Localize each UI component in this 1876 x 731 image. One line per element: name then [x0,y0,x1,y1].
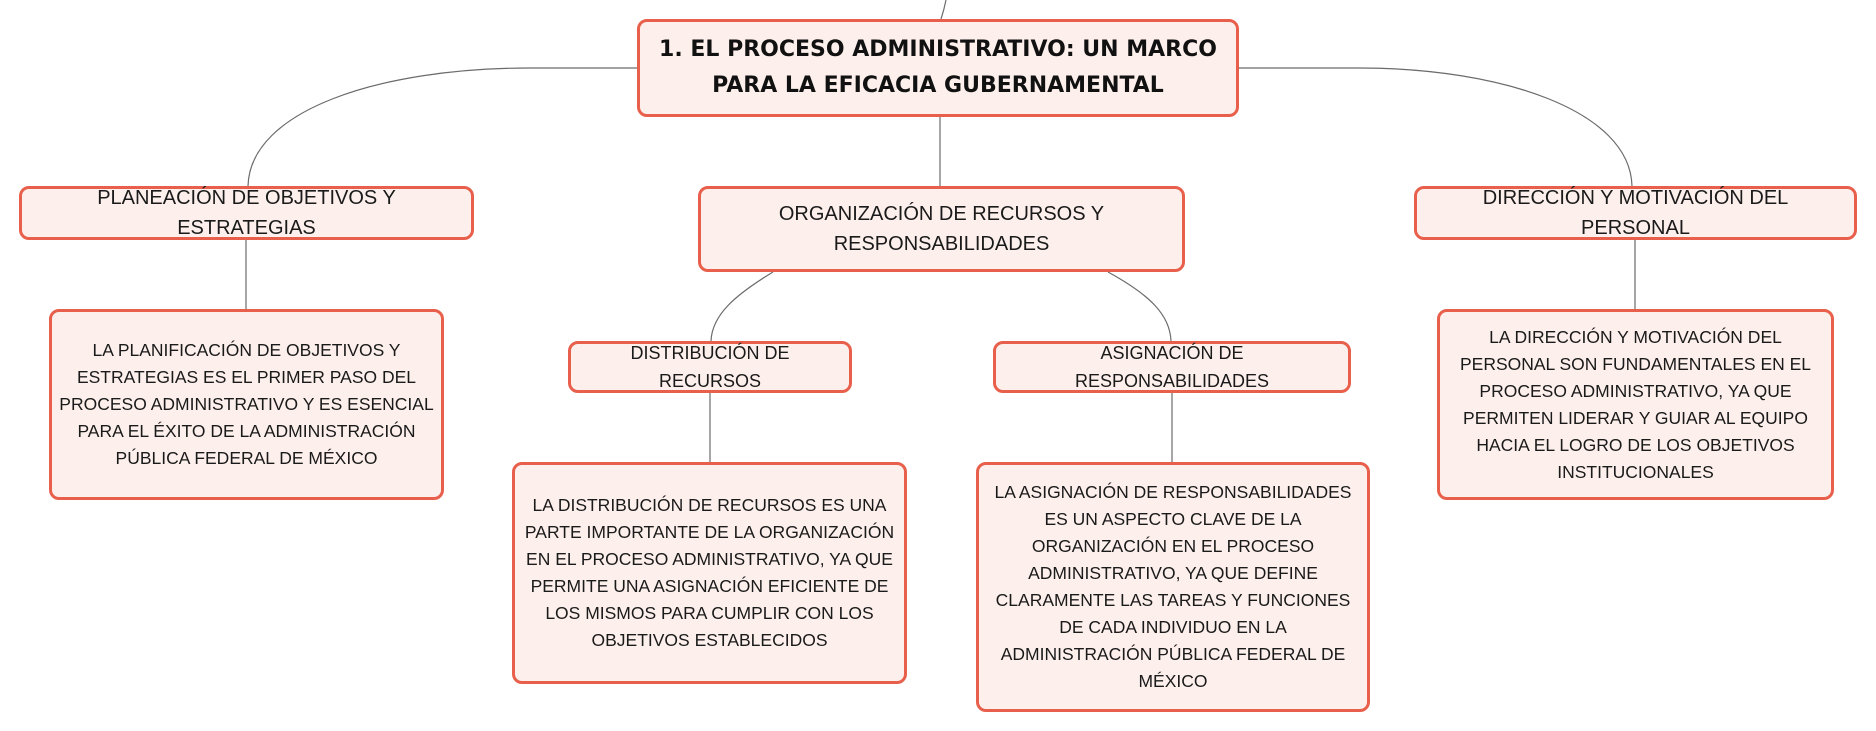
central-topic-title: 1. EL PROCESO ADMINISTRATIVO: UN MARCO PARA LA EFICACIA GUBERNAMENTAL [659,37,1217,98]
detail-asignacion[interactable] [976,462,1370,712]
topic-organizacion[interactable] [698,186,1185,272]
detail-distribucion-text: LA DISTRIBUCIÓN DE RECURSOS ES UNA PARTE IMPORTANTE DE LA ORGANIZACIÓN EN EL PROCESO ADMINISTRATIVO, YA QUE PERMITE UNA ASIGNACIÓN EFICIENTE DE LOS MISMOS PARA CUMPLIR CON LOS OBJETIVOS ESTABLECIDOS [524,495,895,650]
connector-organizacion-to-distribucion [711,272,773,341]
subtopic-distribucion[interactable] [568,341,852,393]
connector-parent-to-root [941,0,946,19]
detail-planeacion[interactable] [49,309,444,500]
detail-direccion[interactable] [1437,309,1834,500]
connector-root-to-planeacion [248,68,637,186]
topic-organizacion-label: ORGANIZACIÓN DE RECURSOS Y RESPONSABILIDADES [778,203,1105,255]
subtopic-asignacion-label: ASIGNACIÓN DE RESPONSABILIDADES [1074,343,1270,391]
subtopic-asignacion[interactable] [993,341,1351,393]
topic-direccion-label: DIRECCIÓN Y MOTIVACIÓN DEL PERSONAL [1482,187,1789,239]
detail-direccion-text: LA DIRECCIÓN Y MOTIVACIÓN DEL PERSONAL SON FUNDAMENTALES EN EL PROCESO ADMINISTRATIVO, YA QUE PERMITEN LIDERAR Y GUIAR AL EQUIPO HACIA EL LOGRO DE LOS OBJETIVOS INSTITUCIONALES [1459,326,1812,482]
detail-distribucion[interactable] [512,462,907,684]
topic-planeacion-label: PLANEACIÓN DE OBJETIVOS Y ESTRATEGIAS [97,187,396,239]
topic-direccion[interactable] [1414,186,1857,240]
subtopic-distribucion-label: DISTRIBUCIÓN DE RECURSOS [630,343,790,391]
connector-root-to-direccion [1239,68,1632,186]
detail-asignacion-text: LA ASIGNACIÓN DE RESPONSABILIDADES ES UN ASPECTO CLAVE DE LA ORGANIZACIÓN EN EL PROCESO ADMINISTRATIVO, YA QUE DEFINE CLARAMENTE LAS TAREAS Y FUNCIONES DE CADA INDIVIDUO EN LA ADMINISTRACIÓN PÚBLICA FEDERAL DE MÉXICO [994,482,1352,691]
central-topic[interactable] [637,19,1239,117]
detail-planeacion-text: LA PLANIFICACIÓN DE OBJETIVOS Y ESTRATEGIAS ES EL PRIMER PASO DEL PROCESO ADMINISTRATIVO Y ES ESENCIAL PARA EL ÉXITO DE LA ADMINISTRACIÓN PÚBLICA FEDERAL DE MÉXICO [59,340,434,468]
connector-organizacion-to-asignacion [1108,272,1171,341]
topic-planeacion[interactable] [19,186,474,240]
